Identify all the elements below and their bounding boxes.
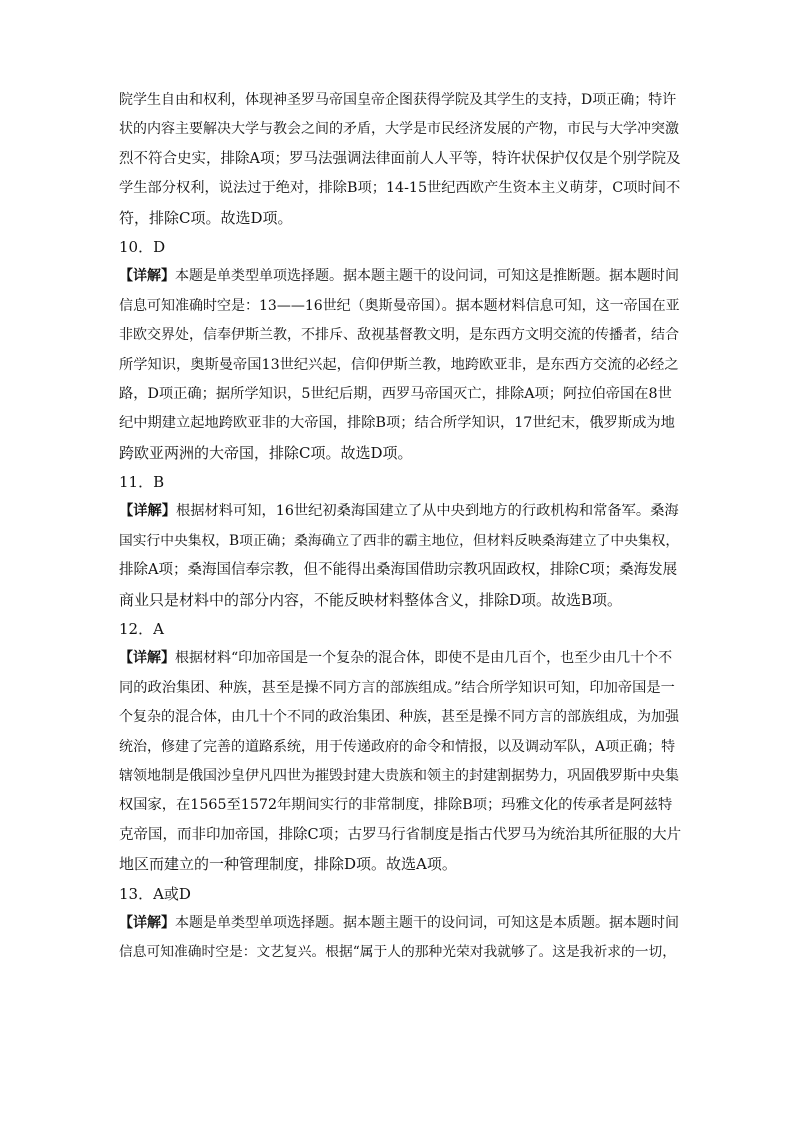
explanation-marker: 【详解】 bbox=[119, 268, 175, 285]
answer-heading-12: 12．A bbox=[119, 620, 164, 639]
text-line: 信息可知准确时空是：文艺复兴。根据“属于人的那种光荣对我就够了。这是我祈求的一切， bbox=[119, 944, 677, 961]
text-line: 【详解】本题是单类型单项选择题。据本题主题干的设问词，可知这是推断题。据本题时间 bbox=[119, 268, 679, 285]
text-line: 排除A项；桑海国信奉宗教，但不能得出桑海国借助宗教巩固政权，排除C项；桑海发展 bbox=[119, 562, 678, 579]
text-line: 状的内容主要解决大学与教会之间的矛盾，大学是市民经济发展的产物，市民与大学冲突激 bbox=[119, 121, 679, 138]
answer-heading-13: 13．A或D bbox=[119, 884, 191, 903]
answer-heading-10: 10．D bbox=[119, 237, 166, 256]
text-line: 地区而建立的一种管理制度，排除D项。故选A项。 bbox=[119, 855, 457, 874]
explanation-marker: 【详解】 bbox=[119, 914, 175, 931]
text-line: 所学知识，奥斯曼帝国13世纪兴起，信仰伊斯兰教，地跨欧亚非，是东西方交流的必经之 bbox=[119, 356, 679, 373]
text-line: 烈不符合史实，排除A项；罗马法强调法律面前人人平等，特许状保护仅仅是个别学院及 bbox=[119, 150, 681, 167]
text-line: 【详解】本题是单类型单项选择题。据本题主题干的设问词，可知这是本质题。据本题时间 bbox=[119, 914, 679, 931]
text-line: 同的政治集团、种族，甚至是操不同方言的部族组成。”结合所学知识可知，印加帝国是一 bbox=[119, 679, 675, 696]
text-line: 辖领地制是俄国沙皇伊凡四世为摧毁封建大贵族和领主的封建割据势力，巩固俄罗斯中央集 bbox=[119, 767, 679, 784]
text-line: 院学生自由和权利，体现神圣罗马帝国皇帝企图获得学院及其学生的支持，D项正确；特许 bbox=[119, 92, 677, 108]
text-line: 权国家，在1565至1572年期间实行的非常制度，排除B项；玛雅文化的传承者是阿兹特 bbox=[119, 797, 673, 814]
text-line: 国实行中央集权，B项正确；桑海确立了西非的霸主地位，但材料反映桑海建立了中央集权， bbox=[119, 532, 680, 549]
document-body bbox=[119, 86, 681, 968]
text-line: 统治，修建了完善的道路系统，用于传递政府的命令和情报，以及调动军队，A项正确；特 bbox=[119, 738, 676, 755]
answer-heading-11: 11．B bbox=[119, 473, 165, 492]
text-line: 学生部分权利，说法过于绝对，排除B项；14-15世纪西欧产生资本主义萌芽，C项时间不 bbox=[119, 180, 681, 197]
text-line: 商业只是材料中的部分内容，不能反映材料整体含义，排除D项。故选B项。 bbox=[119, 590, 623, 609]
text-line: 信息可知准确时空是：13——16世纪（奥斯曼帝国）。据本题材料信息可知，这一帝国在亚 bbox=[119, 297, 680, 314]
text-line: 【详解】根据材料可知，16世纪初桑海国建立了从中央到地方的行政机构和常备军。桑海 bbox=[119, 503, 679, 520]
explanation-marker: 【详解】 bbox=[119, 650, 175, 667]
explanation-marker: 【详解】 bbox=[119, 503, 177, 520]
text-line: 符，排除C项。故选D项。 bbox=[119, 208, 293, 227]
text-line: 克帝国，而非印加帝国，排除C项；古罗马行省制度是指古代罗马为统治其所征服的大片 bbox=[119, 826, 681, 843]
text-line: 非欧交界处，信奉伊斯兰教，不排斥、敌视基督教文明，是东西方文明交流的传播者，结合 bbox=[119, 327, 679, 344]
text-line: 【详解】根据材料“印加帝国是一个复杂的混合体，即使不是由几百个，也至少由几十个不 bbox=[119, 650, 673, 667]
text-line: 个复杂的混合体，由几十个不同的政治集团、种族，甚至是操不同方言的部族组成，为加强 bbox=[119, 709, 679, 726]
text-line: 跨欧亚两洲的大帝国，排除C项。故选D项。 bbox=[119, 443, 413, 462]
text-line: 纪中期建立起地跨欧亚非的大帝国，排除B项；结合所学知识，17世纪末，俄罗斯成为地 bbox=[119, 415, 675, 432]
text-line: 路，D项正确；据所学知识，5世纪后期，西罗马帝国灭亡，排除A项；阿拉伯帝国在8世 bbox=[119, 385, 672, 402]
